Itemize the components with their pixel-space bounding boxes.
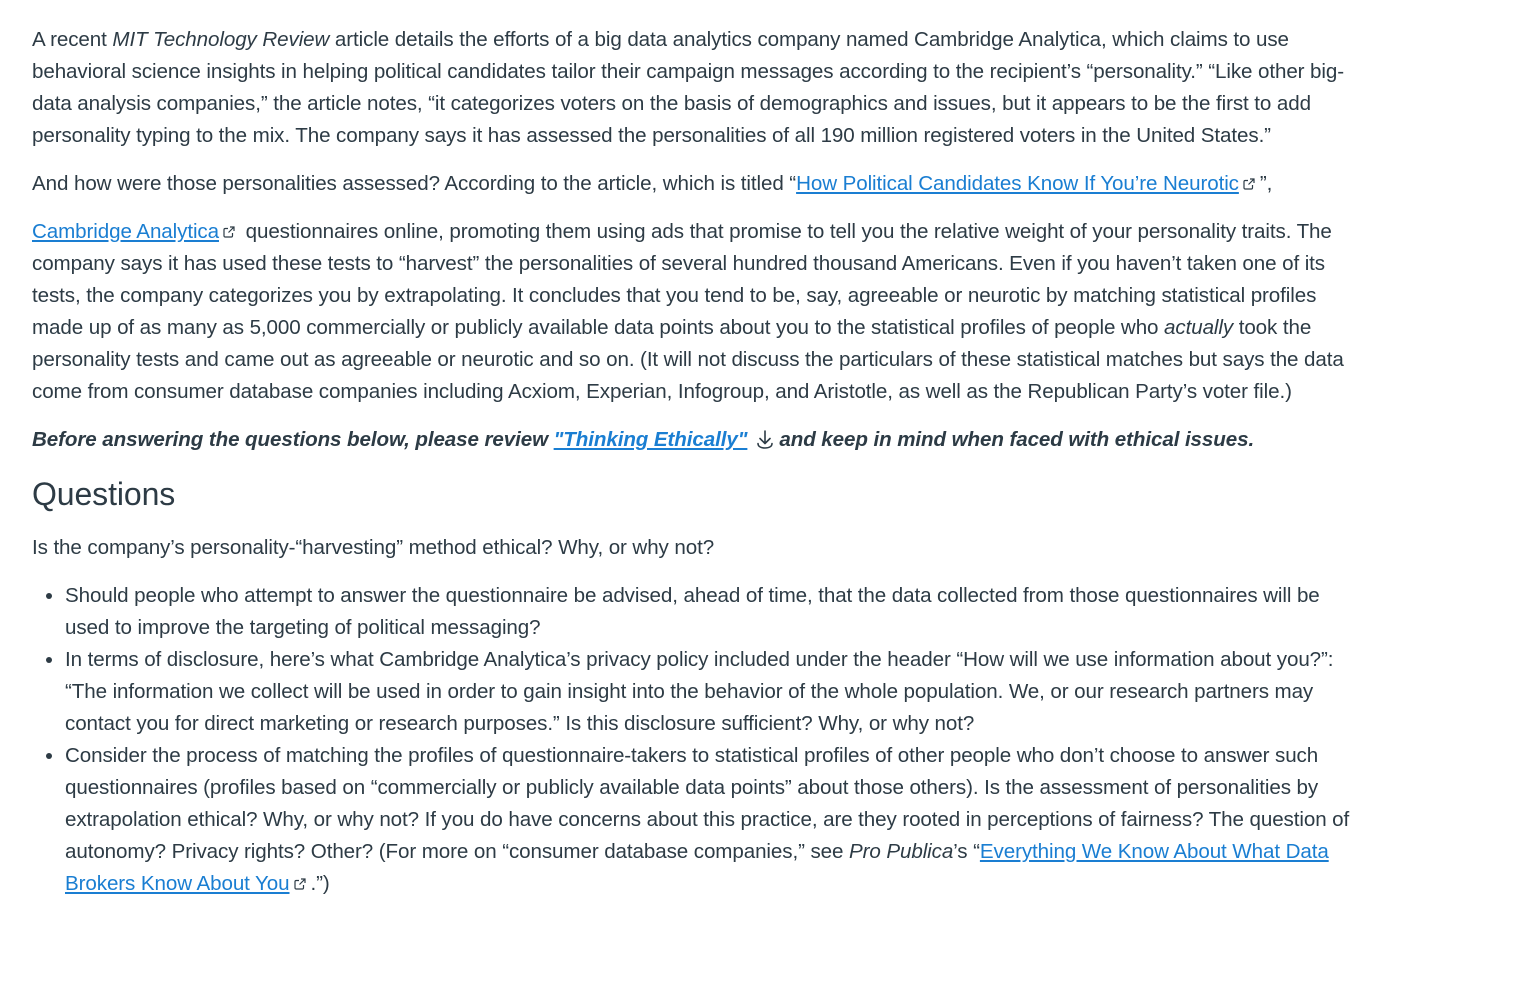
article-link[interactable]: How Political Candidates Know If You’re Neurotic bbox=[796, 172, 1239, 195]
external-link-icon bbox=[293, 877, 307, 891]
cambridge-analytica-link[interactable]: Cambridge Analytica bbox=[32, 220, 219, 243]
publication-name: MIT Technology Review bbox=[112, 28, 330, 51]
note-text-2: and keep in mind when faced with ethical issues. bbox=[779, 428, 1255, 451]
article-text-2: ”, bbox=[1259, 172, 1273, 195]
download-icon[interactable] bbox=[755, 428, 775, 450]
method-text-2: took the personality tests and came out as agreeable or neurotic and so on. (It will not discuss the particulars of these statistical matches but says the data come from consumer database companies including Acxiom, Experian, Infogroup, and Aristotle, as well as the Republican Party’s voter file.) bbox=[32, 316, 1344, 403]
intro-text-1: A recent bbox=[32, 28, 113, 51]
list-item: • In terms of disclosure, here’s what Cambridge Analytica’s privacy policy included under the header “How will we use information about you?”: “The information we collect will be used in order to gain insight into the behavior of the whole population. We, or our research partners may contact you for direct marketing or research purposes.” Is this disclosure sufficient? Why, or why not? bbox=[65, 644, 1352, 740]
external-link-icon bbox=[222, 225, 236, 239]
emphasis-actually: actually bbox=[1164, 316, 1234, 339]
question-intro: Is the company’s personality-“harvesting” method ethical? Why, or why not? bbox=[32, 536, 715, 559]
list-item: • Should people who attempt to answer the questionnaire be advised, ahead of time, that the data collected from those questionnaires will be used to improve the targeting of political messaging? bbox=[65, 580, 1352, 644]
list-item bbox=[65, 740, 1352, 900]
bullet-text-3: .”) bbox=[310, 872, 330, 895]
bullet-text-2: ’s “ bbox=[953, 840, 980, 863]
intro-paragraph bbox=[32, 24, 1352, 152]
article-text-1: And how were those personalities assessed? According to the article, which is titled “ bbox=[32, 172, 797, 195]
data-brokers-link[interactable]: Everything We Know About What Data Brokers Know About You bbox=[65, 840, 1329, 895]
pro-publica-name: Pro Publica bbox=[848, 840, 954, 863]
questions-list bbox=[32, 580, 1352, 900]
note-text-1: Before answering the questions below, please review bbox=[32, 428, 554, 451]
review-note bbox=[32, 424, 1352, 456]
external-link-icon bbox=[1242, 177, 1256, 191]
method-text-1: questionnaires online, promoting them using ads that promise to tell you the relative weight of your personality traits. The company says it has used these tests to “harvest” the personalities of several hundred thousand Americans. Even if you haven’t taken one of its tests, the company categorizes you by extrapolating. It concludes that you tend to be, say, agreeable or neurotic by matching statistical profiles made up of as many as 5,000 commercially or publicly available data points about you to the statistical profiles of people who bbox=[32, 220, 1332, 339]
questions-heading: Questions bbox=[32, 476, 176, 512]
thinking-ethically-link[interactable]: "Thinking Ethically" bbox=[553, 428, 748, 451]
method-paragraph bbox=[32, 216, 1352, 408]
bullet-text-1: Consider the process of matching the profiles of questionnaire-takers to statistical profiles of other people who don’t choose to answer such questionnaires (profiles based on “commercially or publicly available data points” about those others). Is the assessment of personalities by extrapolation ethical? Why, or why not? If you do have concerns about this practice, are they rooted in perceptions of fairness? The question of autonomy? Privacy rights? Other? (For more on “consumer database companies,” see bbox=[65, 744, 1350, 863]
article-paragraph bbox=[32, 168, 1352, 200]
page-content bbox=[32, 24, 1352, 900]
intro-text-2: article details the efforts of a big data analytics company named Cambridge Analytica, which claims to use behavioral science insights in helping political candidates tailor their campaign messages according to the recipient’s “personality.” “Like other big-data analysis companies,” the article notes, “it categorizes voters on the basis of demographics and issues, but it appears to be the first to add personality typing to the mix. The company says it has assessed the personalities of all 190 million registered voters in the United States.” bbox=[32, 28, 1345, 147]
